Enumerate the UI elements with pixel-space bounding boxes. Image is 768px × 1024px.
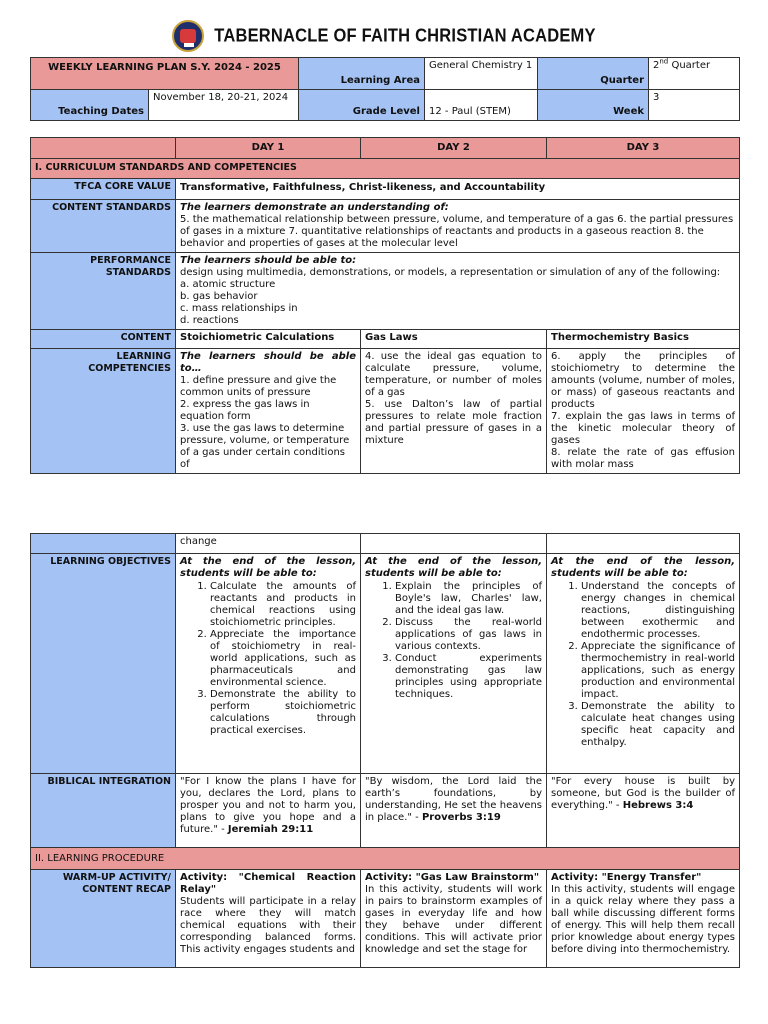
content-standards-cell [176, 200, 740, 253]
objectives-lead: At the end of the lesson, students will be able to: [365, 556, 542, 579]
performance-item: a. atomic structure [180, 279, 276, 290]
warmup-day1 [176, 870, 361, 968]
quarter-text: Quarter [671, 60, 711, 71]
school-name: TABERNACLE OF FAITH CHRISTIAN ACADEMY [214, 25, 596, 46]
content-standards-text: 5. the mathematical relationship between pressure, volume, and temperature of a gas 6. the partial pressures of gases in a mixture 7. quantitative relationships of reactants and products in a gaseous reaction 8. the behavior and properties of gases at the molecular level [180, 214, 734, 249]
continuation-label [31, 534, 176, 554]
continuation-blank [547, 534, 740, 554]
content-day1: Stoichiometric Calculations [176, 330, 361, 349]
learning-area-label: Learning Area [299, 58, 425, 90]
verse-text: "By wisdom, the Lord laid the earth’s foundations, by understanding, He set the heavens in place." - [365, 776, 542, 823]
quarter-label: Quarter [538, 58, 649, 90]
info-table [30, 57, 740, 121]
objective-item: 1. Explain the principles of Boyle's law, Charles' law, and the ideal gas law. [395, 581, 542, 617]
warmup-day2 [361, 870, 547, 968]
biblical-day2 [361, 774, 547, 848]
warmup-title: Activity: "Energy Transfer" [551, 872, 702, 883]
day1-header: DAY 1 [176, 138, 361, 159]
warmup-title: Activity: "Chemical Reaction Relay" [180, 872, 356, 895]
biblical-day1 [176, 774, 361, 848]
warmup-text: In this activity, students will engage in a quick relay where they pass a ball while discussing different forms of energy. This will help them recall prior knowledge about energy types before diving into thermochemistry. [551, 884, 735, 955]
objective-item: 3. Conduct experiments demonstrating gas law principles using appropriate techniques. [395, 653, 542, 701]
objectives-day3 [547, 554, 740, 774]
core-value-text: Transformative, Faithfulness, Christ-likeness, and Accountability [176, 179, 740, 200]
competency-item: 4. use the ideal gas equation to calculate pressure, volume, temperature, or number of moles of a gas [365, 351, 542, 398]
objective-item: 1. Calculate the amounts of reactants and products in chemical reactions using stoichiometric principles. [210, 581, 356, 629]
competencies-day3 [547, 349, 740, 474]
performance-item: d. reactions [180, 315, 239, 326]
competencies-lead: The learners should be able to… [180, 351, 356, 374]
competencies-day1 [176, 349, 361, 474]
competency-item: 3. use the gas laws to determine pressure, volume, or temperature of a gas under certain conditions of [180, 423, 350, 470]
objectives-day1 [176, 554, 361, 774]
warmup-text: In this activity, students will work in pairs to brainstorm examples of gases in everyday life and how they behave under different conditions. This will activate prior knowledge and set the stage for [365, 884, 542, 955]
verse-ref: Hebrews 3:4 [622, 800, 694, 811]
competency-item: 1. define pressure and give the common units of pressure [180, 375, 337, 398]
content-label: CONTENT [31, 330, 176, 349]
objective-item: 2. Discuss the real-world applications of gas laws in various contexts. [395, 617, 542, 653]
content-standards-lead: The learners demonstrate an understanding of: [180, 202, 449, 213]
performance-item: c. mass relationships in [180, 303, 298, 314]
biblical-label: BIBLICAL INTEGRATION [31, 774, 176, 848]
objective-item: 2. Appreciate the importance of stoichiometry in real-world applications, such as pharmaceuticals and environmental science. [210, 629, 356, 689]
performance-item: b. gas behavior [180, 291, 258, 302]
warmup-title: Activity: "Gas Law Brainstorm" [365, 872, 540, 883]
plan-title: WEEKLY LEARNING PLAN S.Y. 2024 - 2025 [31, 58, 299, 90]
grade-level-label: Grade Level [299, 90, 425, 121]
objectives-label: LEARNING OBJECTIVES [31, 554, 176, 774]
week-value: 3 [649, 90, 740, 121]
week-label: Week [538, 90, 649, 121]
curriculum-table [30, 137, 740, 474]
quarter-value [649, 58, 740, 90]
teaching-dates-label: Teaching Dates [31, 90, 149, 121]
biblical-day3 [547, 774, 740, 848]
quarter-num: 2 [653, 60, 660, 71]
content-day2: Gas Laws [361, 330, 547, 349]
verse-ref: Jeremiah 29:11 [227, 824, 314, 835]
section-procedure: II. LEARNING PROCEDURE [31, 848, 740, 870]
performance-standards-label: PERFORMANCE STANDARDS [31, 253, 176, 330]
objectives-table [30, 533, 740, 968]
content-day3: Thermochemistry Basics [547, 330, 740, 349]
warmup-day3 [547, 870, 740, 968]
core-value-label: TFCA CORE VALUE [31, 179, 176, 200]
day2-header: DAY 2 [361, 138, 547, 159]
school-logo [172, 20, 204, 52]
day3-header: DAY 3 [547, 138, 740, 159]
learning-area-value: General Chemistry 1 [425, 58, 538, 90]
warmup-label: WARM-UP ACTIVITY/ CONTENT RECAP [31, 870, 176, 968]
competency-item: 6. apply the principles of stoichiometry to determine the amounts (volume, number of moles, or mass) of gaseous reactants and products [551, 351, 735, 410]
objectives-day2 [361, 554, 547, 774]
teaching-dates-value: November 18, 20-21, 2024 [149, 90, 299, 121]
competency-item: 5. use Dalton’s law of partial pressures to relate mole fraction and partial pressure of gases in a mixture [365, 399, 542, 446]
performance-standards-cell [176, 253, 740, 330]
objective-item: 1. Understand the concepts of energy changes in chemical reactions, distinguishing between exothermic and endothermic processes. [581, 581, 735, 641]
grade-level-value: 12 - Paul (STEM) [425, 90, 538, 121]
competency-item: 2. express the gas laws in equation form [180, 399, 310, 422]
competencies-label: LEARNING COMPETENCIES [31, 349, 176, 474]
content-standards-label: CONTENT STANDARDS [31, 200, 176, 253]
verse-ref: Proverbs 3:19 [421, 812, 501, 823]
objective-item: 2. Appreciate the significance of thermochemistry in real-world applications, such as energy production and environmental impact. [581, 641, 735, 701]
objectives-lead: At the end of the lesson, students will be able to: [551, 556, 735, 579]
header-blank [31, 138, 176, 159]
performance-standards-text: design using multimedia, demonstrations, or models, a representation or simulation of any of the following: [180, 267, 721, 278]
objective-item: 3. Demonstrate the ability to perform stoichiometric calculations through practical exercises. [210, 689, 356, 737]
performance-standards-lead: The learners should be able to: [180, 255, 357, 266]
objective-item: 3. Demonstrate the ability to calculate heat changes using specific heat capacity and enthalpy. [581, 701, 735, 749]
warmup-text: Students will participate in a relay race where they will match chemical equations with their corresponding balanced forms. This activity engages students and [180, 896, 356, 955]
verse-text: "For every house is built by someone, but God is the builder of everything." - [551, 776, 735, 811]
competencies-day1-cont: change [176, 534, 361, 554]
verse-text: "For I know the plans I have for you, declares the Lord, plans to prosper you and not to harm you, plans to give you hope and a future." - [180, 776, 356, 835]
section-curriculum: I. CURRICULUM STANDARDS AND COMPETENCIES [31, 159, 740, 179]
continuation-blank [361, 534, 547, 554]
school-header [0, 18, 768, 54]
quarter-sup: nd [659, 57, 669, 66]
competency-item: 7. explain the gas laws in terms of the kinetic molecular theory of gases [551, 411, 735, 446]
objectives-lead: At the end of the lesson, students will be able to: [180, 556, 356, 579]
competency-item: 8. relate the rate of gas effusion with molar mass [551, 447, 735, 470]
competencies-day2 [361, 349, 547, 474]
